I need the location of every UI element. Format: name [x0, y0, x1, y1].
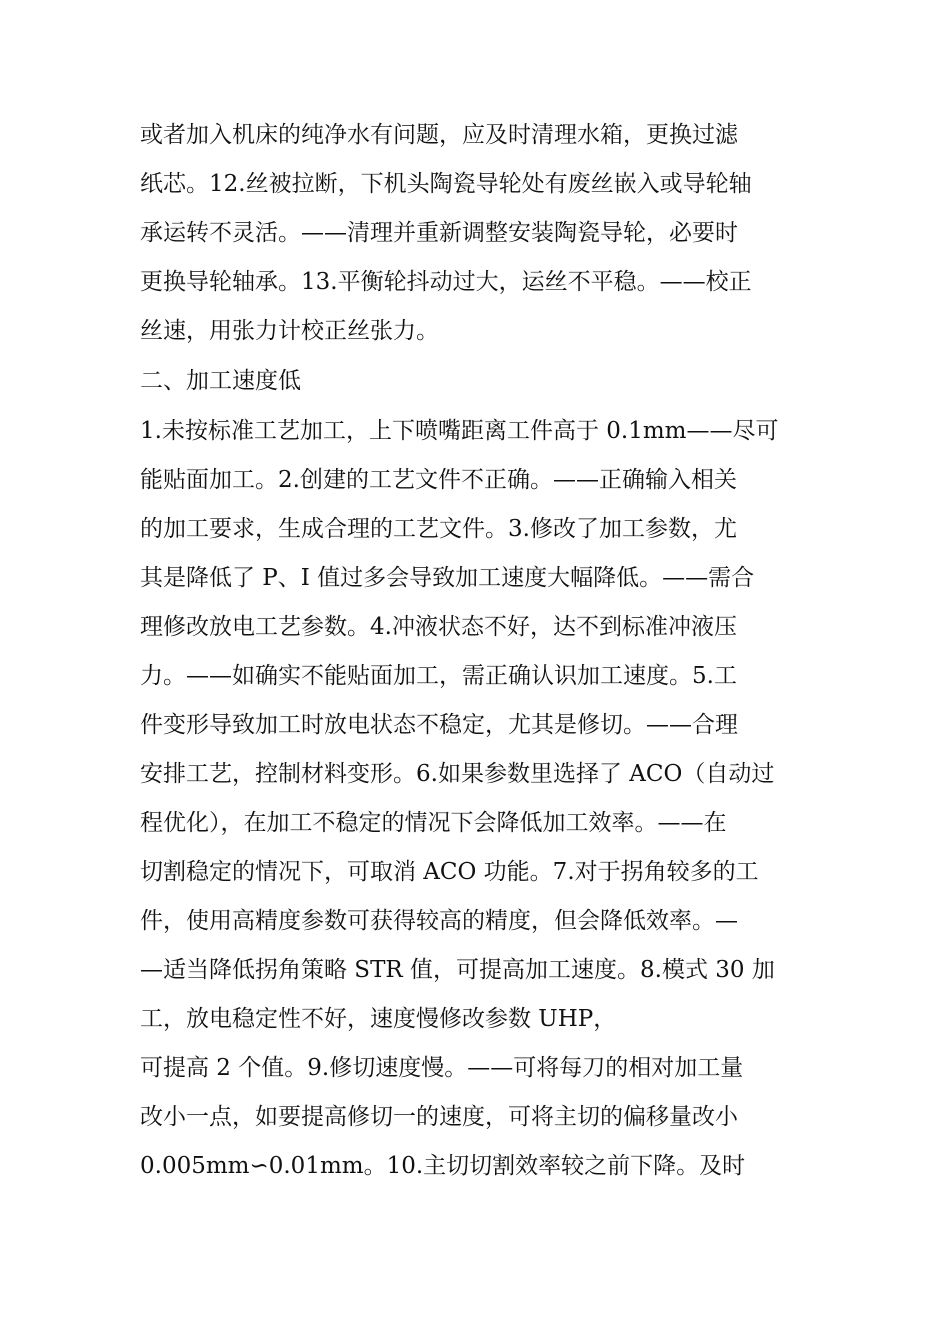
text-line-2: 纸芯。12.丝被拉断，下机头陶瓷导轮处有废丝嵌入或导轮轴: [140, 171, 752, 197]
text-line-3: 承运转不灵活。——清理并重新调整安装陶瓷导轮，必要时: [140, 220, 738, 246]
text-line-4: 更换导轮轴承。13.平衡轮抖动过大，运丝不平稳。——校正: [140, 269, 752, 295]
text-line-21: 改小一点，如要提高修切一的速度，可将主切的偏移量改小: [140, 1104, 738, 1130]
text-line-14: 安排工艺，控制材料变形。6.如果参数里选择了 ACO（自动过: [140, 761, 775, 787]
text-line-5: 丝速，用张力计校正丝张力。: [140, 318, 439, 344]
text-line-15: 程优化），在加工不稳定的情况下会降低加工效率。——在: [140, 810, 727, 836]
text-line-20: 可提高 2 个值。9.修切速度慢。——可将每刀的相对加工量: [140, 1055, 744, 1081]
section-heading: 二、加工速度低: [140, 368, 301, 394]
text-line-13: 件变形导致加工时放电状态不稳定，尤其是修切。——合理: [140, 712, 738, 738]
text-line-12: 力。——如确实不能贴面加工，需正确认识加工速度。5.工: [140, 663, 737, 689]
text-line-10: 其是降低了 P、I 值过多会导致加工速度大幅降低。——需合: [140, 565, 755, 591]
text-line-19: 工，放电稳定性不好，速度慢修改参数 UHP，: [140, 1006, 617, 1032]
text-line-17: 件，使用高精度参数可获得较高的精度，但会降低效率。—: [140, 908, 738, 934]
text-line-16: 切割稳定的情况下，可取消 ACO 功能。7.对于拐角较多的工: [140, 859, 759, 885]
text-line-8: 能贴面加工。2.创建的工艺文件不正确。——正确输入相关: [140, 467, 737, 493]
text-line-1: 或者加入机床的纯净水有问题，应及时清理水箱，更换过滤: [140, 122, 738, 148]
text-line-18: —适当降低拐角策略 STR 值，可提高加工速度。8.模式 30 加: [140, 957, 775, 983]
text-line-11: 理修改放电工艺参数。4.冲液状态不好，达不到标准冲液压: [140, 614, 737, 640]
text-line-7: 1.未按标准工艺加工，上下喷嘴距离工件高于 0.1mm——尽可: [140, 418, 779, 444]
text-line-9: 的加工要求，生成合理的工艺文件。3.修改了加工参数，尤: [140, 516, 737, 542]
text-line-22: 0.005mm∽0.01mm。10.主切切割效率较之前下降。及时: [140, 1153, 746, 1179]
